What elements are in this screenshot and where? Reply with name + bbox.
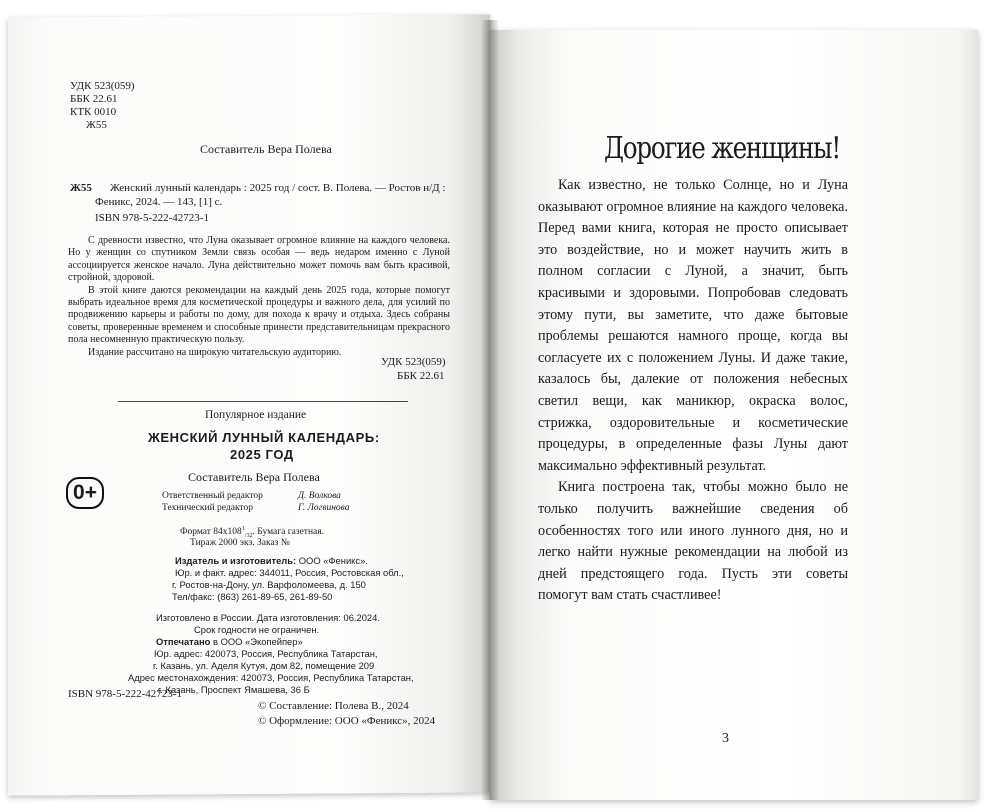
- book-spine: [482, 20, 498, 800]
- book-title-line-2: 2025 ГОД: [230, 447, 294, 462]
- editor-name: Д. Волкова: [298, 491, 341, 501]
- book-title-line-1: ЖЕНСКИЙ ЛУННЫЙ КАЛЕНДАРЬ:: [148, 430, 380, 445]
- bbk-code-right: ББК 22.61: [397, 370, 445, 382]
- shelf-life: Срок годности не ограничен.: [194, 624, 320, 635]
- made-in: Изготовлено в России. Дата изготовления: 06.2024.: [156, 612, 380, 623]
- printer-address-line: Адрес местонахождения: 420073, Россия, Республика Татарстан,: [128, 672, 414, 683]
- printer-address-line: Юр. адрес: 420073, Россия, Республика Татарстан,: [154, 648, 378, 659]
- tech-editor-label: Технический редактор: [162, 503, 253, 513]
- bbk-code: ББК 22.61: [70, 93, 118, 105]
- bibliographic-line-1: Женский лунный календарь : 2025 год / сост. В. Полева. — Ростов н/Д :: [110, 182, 446, 194]
- publisher-line: [175, 555, 368, 567]
- publisher-address-line: г. Ростов-на-Дону, ул. Варфоломеева, д. 150: [172, 579, 366, 590]
- format-sub: /32: [244, 533, 253, 540]
- compiler-line-2: Составитель Вера Полева: [188, 470, 320, 484]
- foreword-text: [538, 175, 848, 607]
- annotation-paragraph: С древности известно, что Луна оказывает огромное влияние на каждого человека. Но у женщин со спутником Земли связь особая — ведь недаром именно с Луной ассоциируется женское начало. Луна действительно может помочь вам быть красивой, стройной, здоровой.: [68, 235, 450, 284]
- printed-at: в ООО «Экопейпер»: [210, 636, 303, 647]
- publisher-name: ООО «Феникс».: [296, 555, 368, 566]
- publisher-label: Издатель и изготовитель:: [175, 555, 297, 566]
- divider: [118, 401, 408, 402]
- age-rating-badge: 0+: [66, 477, 104, 509]
- bibliographic-line-2: Феникс, 2024. — 143, [1] с.: [95, 196, 223, 208]
- foreword-paragraph: Как известно, не только Солнце, но и Луна оказывают огромное влияние на каждого человека. Перед вами книга, которая не просто описывает это воздействие, но и может научить жить в полном согласии с Луной, а значит, быть красивыми и здоровыми. Попробовав следовать этому пути, вы заметите, что даже бытовые проблемы решаются намного проще, когда вы согласуете их с положением Луны. И даже такие, казалось бы, далекие от положения небесных светил вещи, как маникюр, окраска волос, стрижка, оздоровительные и косметические процедуры, в определенные фазы Луны дают максимально эффективный результат.: [538, 177, 848, 474]
- printed-label: Отпечатано: [156, 636, 211, 647]
- publisher-address-line: Юр. и факт. адрес: 344011, Россия, Ростовская обл.,: [175, 567, 404, 578]
- printer-address-line: г. Казань, Проспект Ямашева, 36 Б: [158, 684, 310, 695]
- format-suffix: . Бумага газетная.: [252, 527, 325, 538]
- compiler-line: Составитель Вера Полева: [200, 142, 332, 156]
- page-heading: Дорогие женщины!: [604, 131, 841, 166]
- annotation-paragraph: В этой книге даются рекомендации на каждый день 2025 года, которые помогут выбрать идеальное время для косметической процедуры и важного дела, для усилий по продвижению карьеры и работы по дому, для похода к врачу и отдыха. Здесь собраны советы, проверенные временем и способные принести представительницам прекрасного пола несомненную практическую пользу.: [68, 284, 450, 346]
- annotation: [68, 235, 450, 359]
- udk-code-right: УДК 523(059): [381, 356, 446, 368]
- format-prefix: Формат 84x108: [180, 527, 242, 538]
- format-sup: 1: [241, 526, 245, 532]
- copyright-design: © Оформление: ООО «Феникс», 2024: [258, 715, 436, 727]
- printed-line: [156, 636, 303, 648]
- copyright-compilation: © Составление: Полева В., 2024: [258, 700, 409, 712]
- udk-code: УДК 523(059): [70, 80, 135, 92]
- catalog-code: Ж55: [70, 182, 92, 194]
- editor-label: Ответственный редактор: [162, 491, 263, 501]
- annotation-paragraph: Издание рассчитано на широкую читательскую аудиторию.: [88, 346, 342, 358]
- isbn-bottom: ISBN 978-5-222-42723-1: [68, 688, 182, 700]
- ktk-code: КТК 0010: [70, 106, 117, 118]
- edition-type: Популярное издание: [205, 409, 307, 421]
- print-run: Тираж 2000 экз. Заказ №: [190, 538, 290, 548]
- author-sign: Ж55: [86, 119, 107, 131]
- isbn-top: ISBN 978-5-222-42723-1: [95, 212, 209, 224]
- publisher-address-line: Тел/факс: (863) 261-89-65, 261-89-50: [172, 591, 333, 602]
- foreword-paragraph: Книга построена так, чтобы можно было не только получить важнейшие сведения об особенностях того или иного лунного дня, но и легко найти нужные рекомендации на любой из дней предстоящего года. Пусть эти советы помогут вам стать счастливее!: [538, 479, 848, 604]
- page-number: 3: [722, 731, 729, 746]
- tech-editor-name: Г. Логвинова: [298, 503, 350, 513]
- printer-address-line: г. Казань, ул. Аделя Кутуя, дом 82, помещение 209: [153, 660, 375, 671]
